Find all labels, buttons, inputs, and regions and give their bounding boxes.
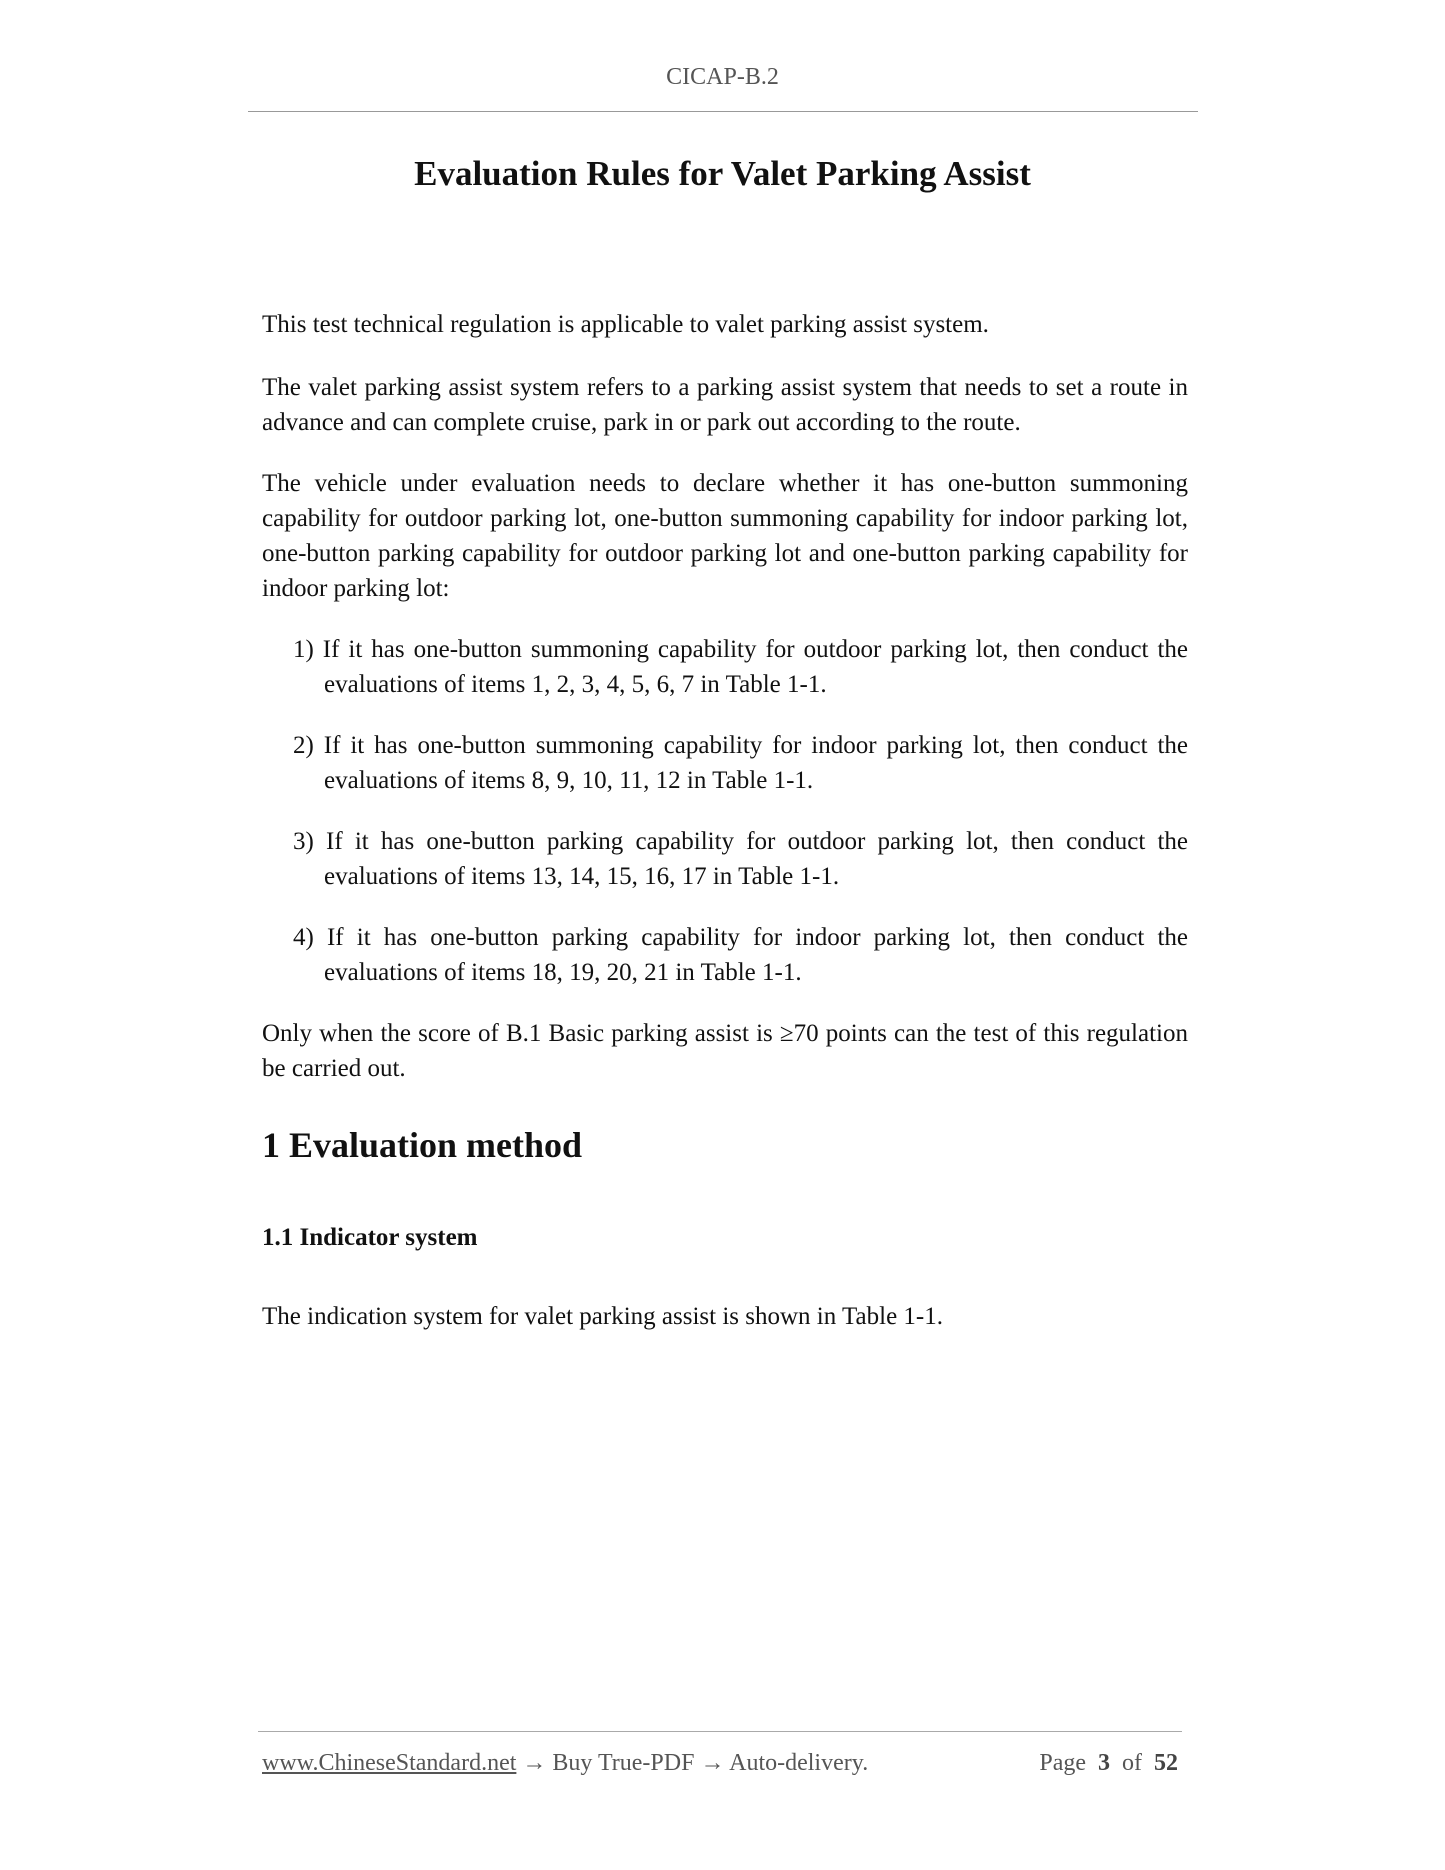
section-heading: 1 Evaluation method	[262, 1125, 583, 1165]
of-label: of	[1122, 1750, 1142, 1776]
paragraph-definition: The valet parking assist system refers to a parking assist system that needs to set a route in advance and can complete cruise, park in or park out according to the route.	[262, 374, 1188, 436]
header-divider	[248, 111, 1198, 112]
list-item: 2) If it has one-button summoning capability for indoor parking lot, then conduct the evaluations of items 8, 9, 10, 11, 12 in Table 1-1.	[293, 732, 1188, 794]
list-item: 1) If it has one-button summoning capability for outdoor parking lot, then conduct the evaluations of items 1, 2, 3, 4, 5, 6, 7 in Table 1-1.	[293, 636, 1188, 698]
page-label: Page	[1039, 1750, 1086, 1776]
page-footer	[262, 1750, 1178, 1777]
document-title: Evaluation Rules for Valet Parking Assist	[414, 154, 1031, 193]
footer-divider	[258, 1731, 1182, 1732]
paragraph-condition: Only when the score of B.1 Basic parking assist is ≥70 points can the test of this regulation be carried out.	[262, 1020, 1188, 1082]
total-pages: 52	[1154, 1750, 1178, 1776]
footer-tagline: → Buy True-PDF → Auto-delivery.	[516, 1750, 869, 1776]
current-page: 3	[1098, 1750, 1110, 1776]
page-number	[1039, 1750, 1178, 1777]
paragraph-scope: This test technical regulation is applicable to valet parking assist system.	[262, 311, 989, 338]
website-link[interactable]: www.ChineseStandard.net	[262, 1750, 517, 1776]
running-header: CICAP-B.2	[666, 64, 779, 90]
subsection-heading: 1.1 Indicator system	[262, 1224, 478, 1251]
paragraph-declaration: The vehicle under evaluation needs to declare whether it has one-button summoning capability for outdoor parking lot, one-button summoning capability for indoor parking lot, one-button parking capability for outdoor parking lot and one-button parking capability for indoor parking lot:	[262, 470, 1188, 602]
list-item: 3) If it has one-button parking capability for outdoor parking lot, then conduct the evaluations of items 13, 14, 15, 16, 17 in Table 1-1.	[293, 828, 1188, 890]
subsection-paragraph: The indication system for valet parking assist is shown in Table 1-1.	[262, 1303, 944, 1330]
list-item: 4) If it has one-button parking capability for indoor parking lot, then conduct the evaluations of items 18, 19, 20, 21 in Table 1-1.	[293, 924, 1188, 986]
